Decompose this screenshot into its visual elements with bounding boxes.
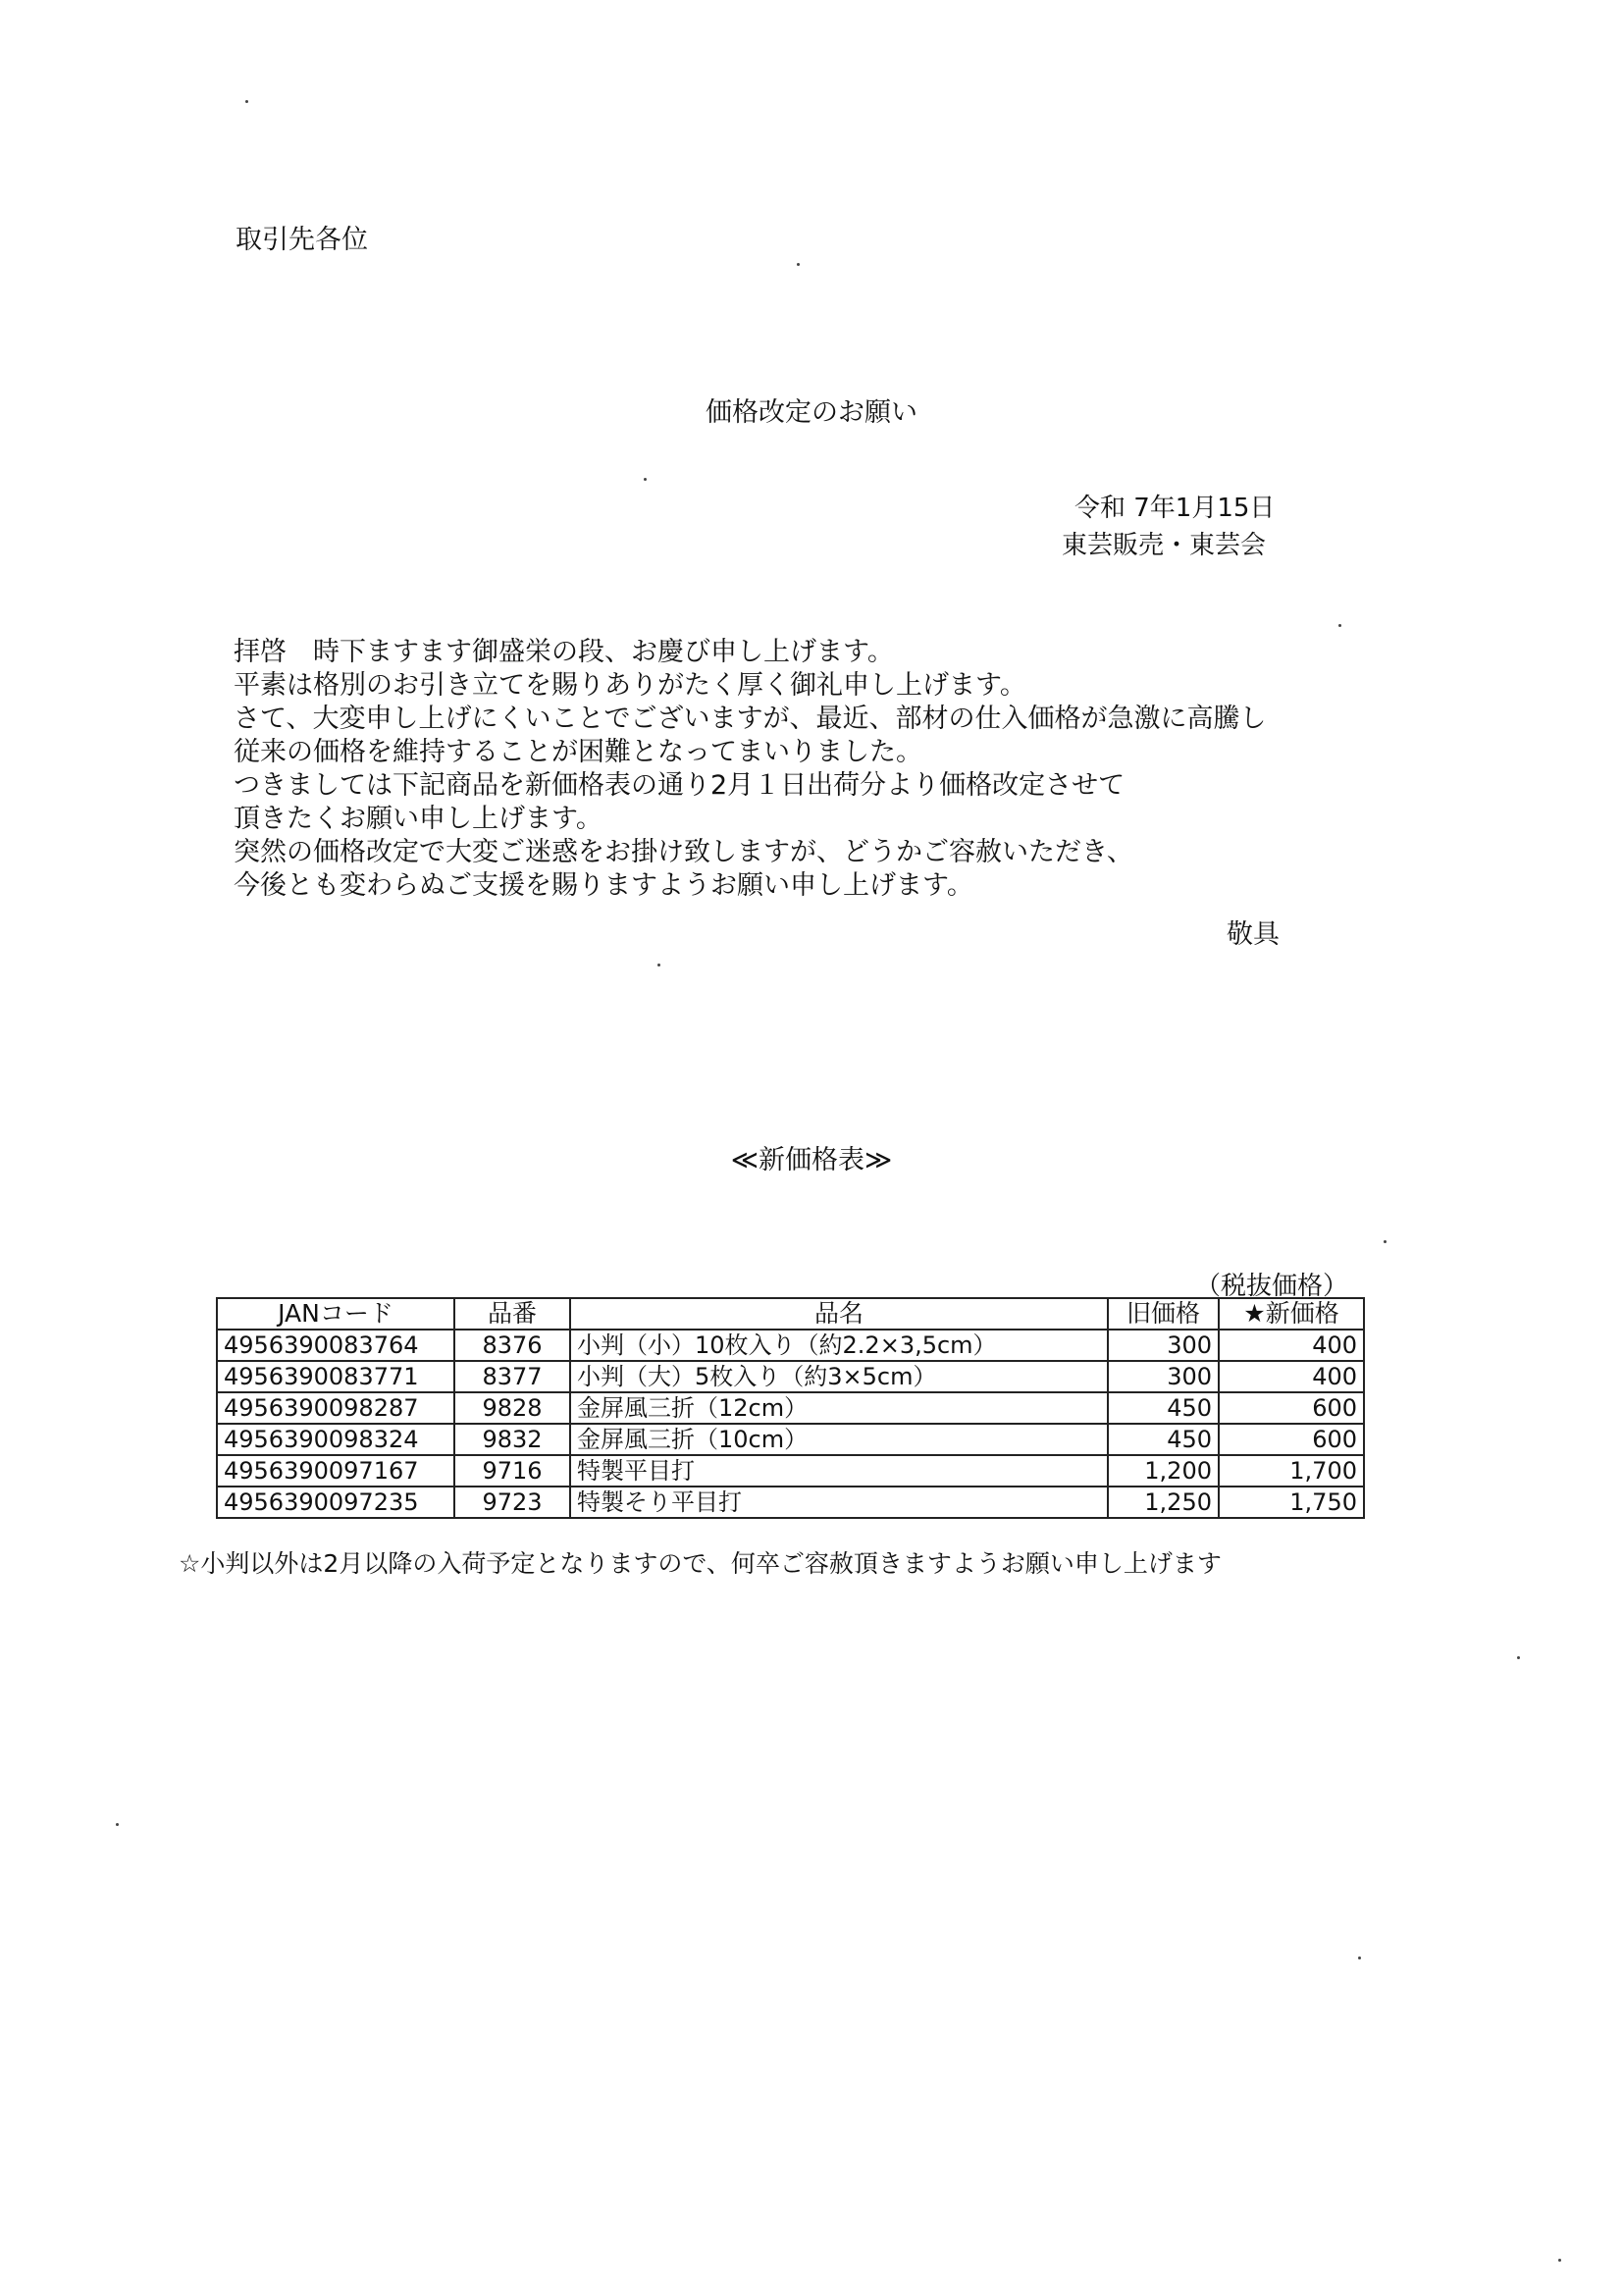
cell-item-no: 9723	[454, 1487, 570, 1518]
cell-old-price: 1,250	[1108, 1487, 1219, 1518]
header-old-price: 旧価格	[1108, 1298, 1219, 1330]
scan-speck	[1338, 624, 1341, 627]
cell-jan: 4956390098324	[217, 1424, 454, 1455]
sender-name: 東芸販売・東芸会	[1062, 531, 1267, 560]
cell-old-price: 450	[1108, 1424, 1219, 1455]
cell-old-price: 450	[1108, 1392, 1219, 1424]
cell-old-price: 1,200	[1108, 1455, 1219, 1487]
scan-speck	[1558, 2259, 1561, 2262]
cell-old-price: 300	[1108, 1361, 1219, 1392]
body-line: 拝啓 時下ますます御盛栄の段、お慶び申し上げます。	[234, 637, 894, 667]
cell-jan: 4956390097167	[217, 1455, 454, 1487]
scan-speck	[1358, 1957, 1361, 1959]
scan-speck	[797, 263, 800, 266]
letter-body	[234, 636, 1266, 903]
cell-new-price: 400	[1219, 1330, 1364, 1361]
scan-speck	[644, 478, 647, 481]
cell-new-price: 1,750	[1219, 1487, 1364, 1518]
cell-jan: 4956390083764	[217, 1330, 454, 1361]
header-new-price: ★新価格	[1219, 1298, 1364, 1330]
scan-speck	[657, 964, 660, 966]
cell-name: 金屏風三折（12cm）	[570, 1392, 1108, 1424]
body-line: 今後とも変わらぬご支援を賜りますようお願い申し上げます。	[234, 870, 973, 901]
cell-item-no: 8377	[454, 1361, 570, 1392]
cell-new-price: 600	[1219, 1424, 1364, 1455]
tax-note: （税抜価格）	[1195, 1272, 1349, 1301]
cell-new-price: 400	[1219, 1361, 1364, 1392]
body-line: 平素は格別のお引き立てを賜りありがたく厚く御礼申し上げます。	[234, 670, 1026, 701]
cell-jan: 4956390098287	[217, 1392, 454, 1424]
table-row	[217, 1392, 1364, 1424]
price-table	[216, 1297, 1365, 1519]
body-line: 頂きたくお願い申し上げます。	[234, 804, 602, 834]
body-line: 突然の価格改定で大変ご迷惑をお掛け致しますが、どうかご容赦いただき、	[234, 837, 1133, 867]
table-header-row	[217, 1298, 1364, 1330]
scan-speck	[1517, 1656, 1520, 1659]
cell-item-no: 9832	[454, 1424, 570, 1455]
body-line: 従来の価格を維持することが困難となってまいりました。	[234, 737, 922, 767]
price-table-title: ≪新価格表≫	[730, 1145, 893, 1175]
footnote: ☆小判以外は2月以降の入荷予定となりますので、何卒ご容赦頂きますようお願い申し上げます	[179, 1549, 1222, 1578]
cell-name: 金屏風三折（10cm）	[570, 1424, 1108, 1455]
cell-name: 特製そり平目打	[570, 1487, 1108, 1518]
document-title: 価格改定のお願い	[706, 397, 917, 428]
cell-item-no: 8376	[454, 1330, 570, 1361]
scan-speck	[116, 1823, 119, 1826]
cell-jan: 4956390097235	[217, 1487, 454, 1518]
header-item-no: 品番	[454, 1298, 570, 1330]
closing-word: 敬具	[1227, 919, 1280, 950]
table-row	[217, 1361, 1364, 1392]
header-name: 品名	[570, 1298, 1108, 1330]
addressee: 取引先各位	[236, 225, 368, 255]
cell-new-price: 600	[1219, 1392, 1364, 1424]
scan-speck	[1384, 1240, 1387, 1243]
cell-name: 小判（小）10枚入り（約2.2×3,5cm）	[570, 1330, 1108, 1361]
header-jan: JANコード	[217, 1298, 454, 1330]
scan-speck	[245, 100, 248, 103]
cell-item-no: 9828	[454, 1392, 570, 1424]
table-row	[217, 1455, 1364, 1487]
cell-old-price: 300	[1108, 1330, 1219, 1361]
body-line: つきましては下記商品を新価格表の通り2月１日出荷分より価格改定させて	[234, 770, 1126, 801]
table-row	[217, 1424, 1364, 1455]
document-date: 令和 7年1月15日	[1074, 494, 1276, 523]
cell-name: 小判（大）5枚入り（約3×5cm）	[570, 1361, 1108, 1392]
cell-name: 特製平目打	[570, 1455, 1108, 1487]
cell-jan: 4956390083771	[217, 1361, 454, 1392]
table-row	[217, 1330, 1364, 1361]
body-line: さて、大変申し上げにくいことでございますが、最近、部材の仕入価格が急激に高騰し	[234, 704, 1267, 734]
cell-new-price: 1,700	[1219, 1455, 1364, 1487]
cell-item-no: 9716	[454, 1455, 570, 1487]
table-row	[217, 1487, 1364, 1518]
